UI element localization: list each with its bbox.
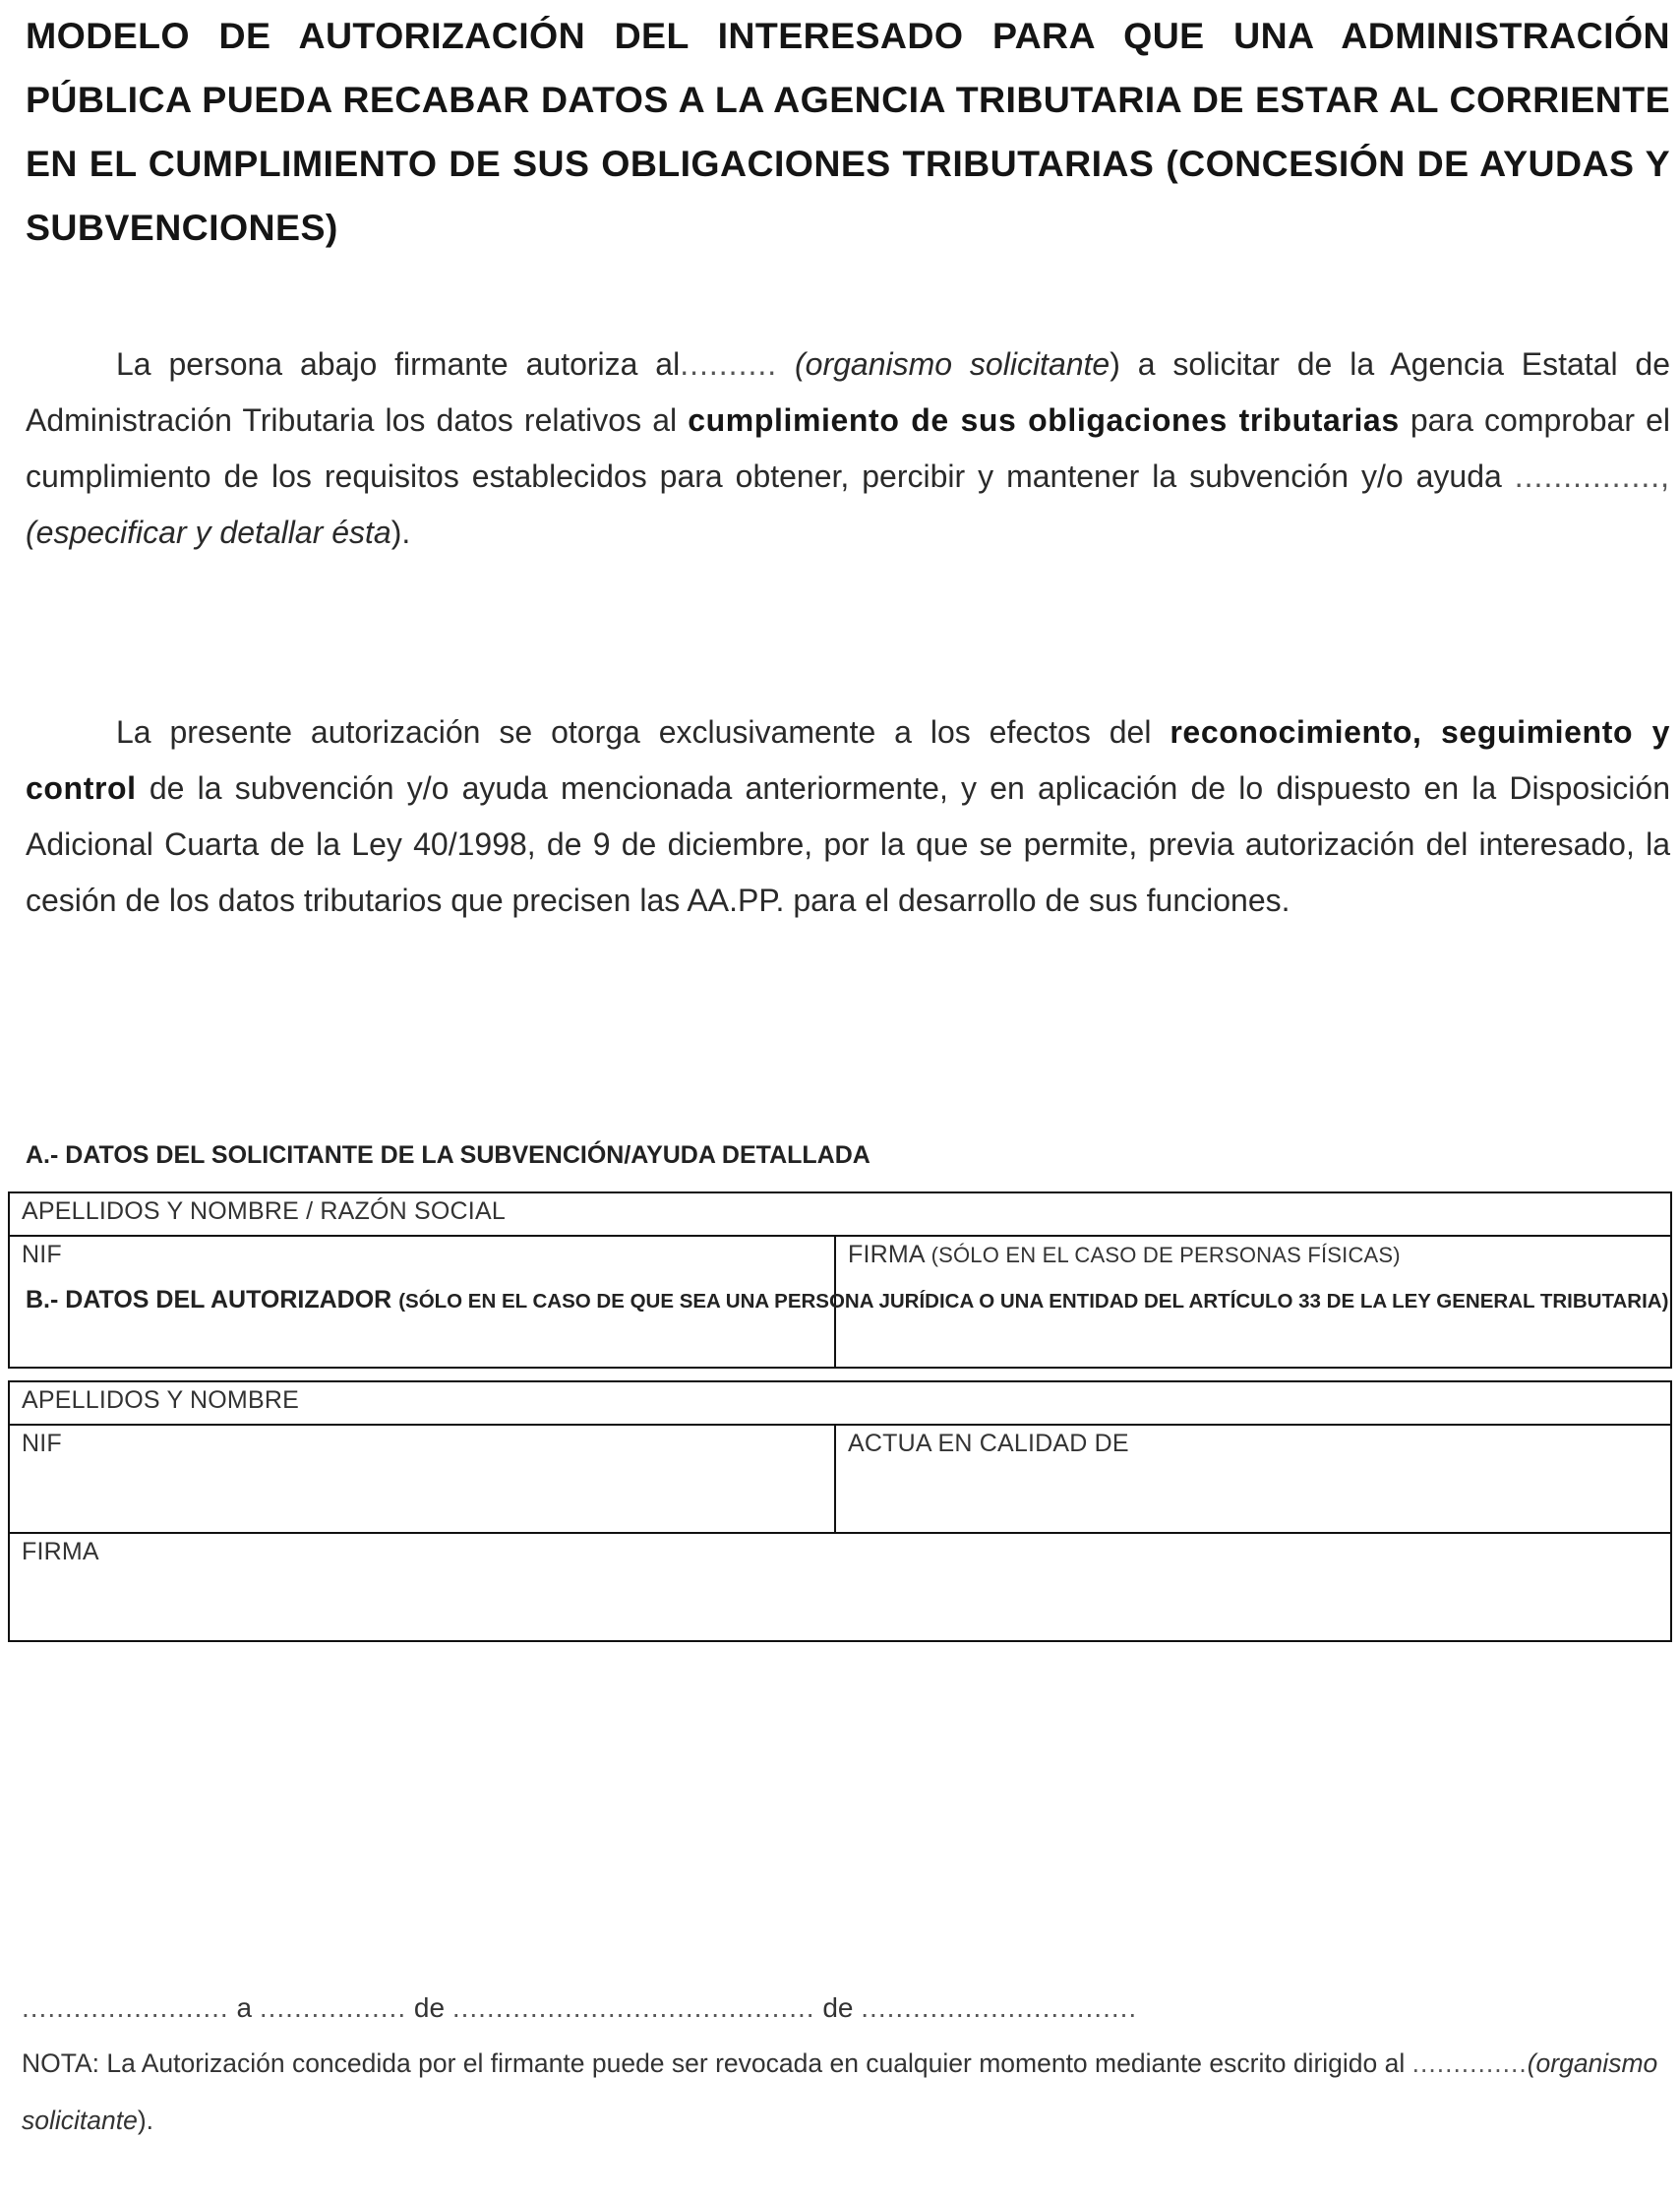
section-a-heading: A.- DATOS DEL SOLICITANTE DE LA SUBVENCIÓN/AYUDA DETALLADA: [26, 1141, 870, 1169]
scope-paragraph: [26, 704, 1670, 929]
section-b-heading-text: B.- DATOS DEL AUTORIZADOR: [26, 1286, 392, 1313]
revocation-note: [22, 2035, 1666, 2149]
authorizer-name-field[interactable]: [9, 1381, 1671, 1425]
applicant-signature-note: (SÓLO EN EL CASO DE PERSONAS FÍSICAS): [930, 1243, 1401, 1267]
paragraph2-text-2: de la subvención y/o ayuda mencionada anteriormente, y en aplicación de lo dispuesto en la Disposición Adicional Cuarta de la Ley 40/1998, de 9 de diciembre, por la que se permite, previa autorización del interesado, la cesión de los datos tributarios que precisen las AA.PP. para el desarrollo de sus funciones.: [26, 770, 1671, 918]
applicant-nif-label: NIF: [22, 1241, 62, 1268]
place-date-word-de-2: de: [822, 1992, 854, 2023]
paragraph1-italic-1: (organismo solicitante: [795, 346, 1110, 382]
place-blank: ........................: [22, 1992, 229, 2023]
authorizer-nif-label: NIF: [22, 1430, 62, 1457]
paragraph1-blank-2: ...............,: [1514, 458, 1671, 494]
paragraph1-text-4: ).: [390, 515, 411, 550]
applicant-name-field[interactable]: [9, 1192, 1671, 1236]
section-b-heading: [26, 1275, 1670, 1326]
applicant-name-label: APELLIDOS Y NOMBRE / RAZÓN SOCIAL: [22, 1197, 506, 1225]
year-blank: ................................: [861, 1992, 1138, 2023]
note-italic: (organismo solicitante: [22, 2048, 1658, 2135]
authorizer-capacity-label: ACTUA EN CALIDAD DE: [848, 1430, 1129, 1457]
authorizer-capacity-field[interactable]: [835, 1425, 1671, 1533]
paragraph1-text-2: ) a solicitar de la Agencia Estatal de Administración Tributaria los datos relativos al: [26, 346, 1671, 438]
paragraph1-bold-1: cumplimiento de sus obligaciones tributarias: [688, 402, 1400, 438]
place-date-line: [22, 1992, 1137, 2024]
section-b-heading-note: (SÓLO EN EL CASO DE QUE SEA UNA PERSONA JURÍDICA O UNA ENTIDAD DEL ARTÍCULO 33 DE LA LEY GENERAL TRIBUTARIA): [398, 1290, 1669, 1313]
authorizer-name-label: APELLIDOS Y NOMBRE: [22, 1386, 299, 1414]
paragraph1-blank-1: ..........: [680, 346, 778, 382]
paragraph1-text-3: para comprobar el cumplimiento de los requisitos establecidos para obtener, percibir y mantener la subvención y/o ayuda: [26, 402, 1671, 494]
authorizer-nif-field[interactable]: [9, 1425, 835, 1533]
section-b-form: [8, 1380, 1672, 1642]
note-text-1: NOTA: La Autorización concedida por el firmante puede ser revocada en cualquier momento mediante escrito dirigido al: [22, 2048, 1406, 2078]
paragraph2-text-1: La presente autorización se otorga exclusivamente a los efectos del: [116, 714, 1152, 750]
paragraph1-italic-2: (especificar y detallar ésta: [26, 515, 391, 550]
day-blank: .................: [259, 1992, 407, 2023]
document-title: MODELO DE AUTORIZACIÓN DEL INTERESADO PARA QUE UNA ADMINISTRACIÓN PÚBLICA PUEDA RECABAR DATOS A LA AGENCIA TRIBUTARIA DE ESTAR AL CORRIENTE EN EL CUMPLIMIENTO DE SUS OBLIGACIONES TRIBUTARIAS (CONCESIÓN DE AYUDAS Y SUBVENCIONES): [26, 15, 1670, 248]
note-text-2: ).: [137, 2106, 154, 2135]
paragraph1-text-1: La persona abajo firmante autoriza al: [116, 346, 681, 382]
month-blank: ..........................................: [451, 1992, 815, 2023]
authorizer-signature-field[interactable]: [9, 1533, 1671, 1641]
authorizer-signature-label: FIRMA: [22, 1538, 99, 1565]
paragraph2-bold-1: reconocimiento, seguimiento y control: [26, 714, 1671, 806]
authorization-paragraph: [26, 336, 1670, 561]
place-date-word-a: a: [236, 1992, 253, 2023]
applicant-signature-label: FIRMA: [848, 1241, 925, 1268]
place-date-word-de-1: de: [413, 1992, 446, 2023]
note-blank: ..............: [1411, 2048, 1528, 2078]
